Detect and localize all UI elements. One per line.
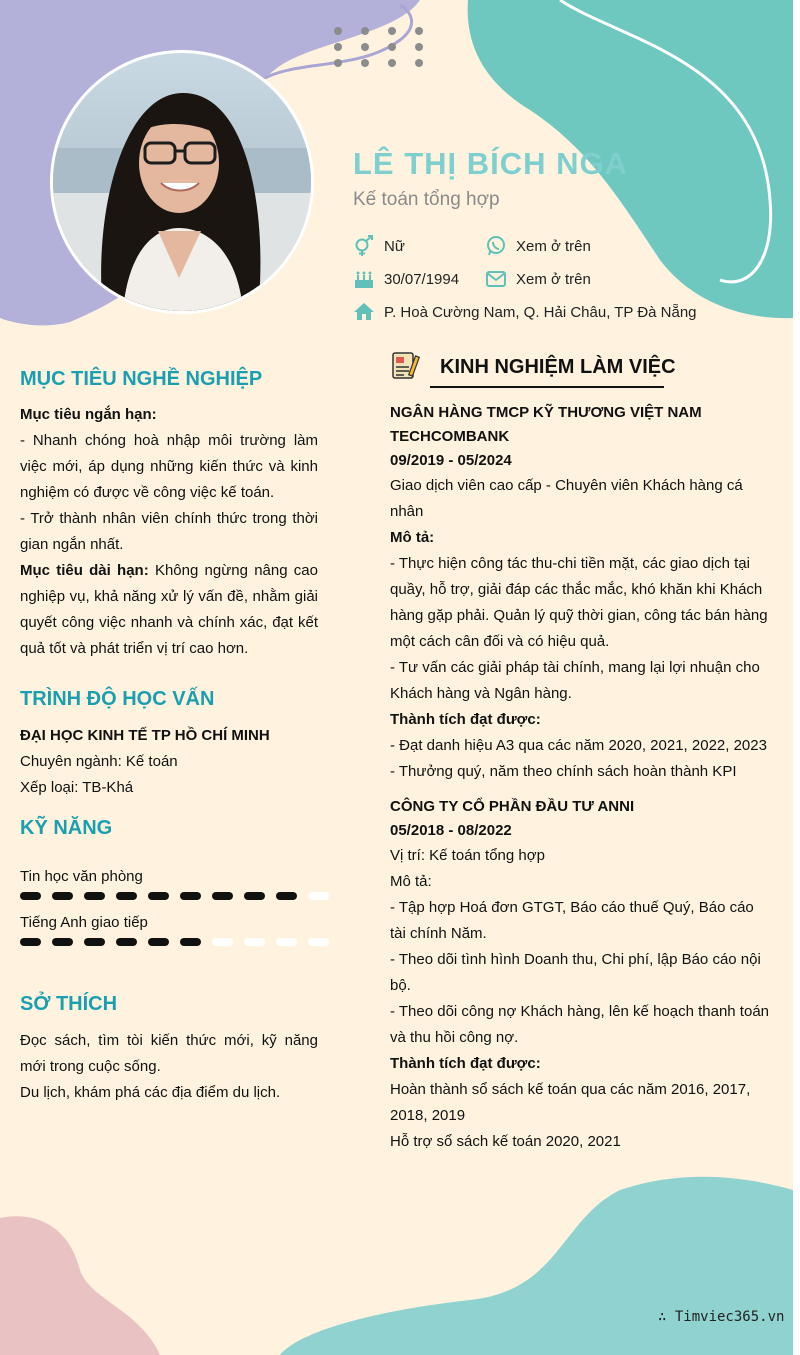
hobbies-body (20, 1028, 318, 1106)
gender-value: Nữ (384, 237, 405, 255)
job-1-achieve-2: - Thưởng quý, năm theo chính sách hoàn thành KPI (390, 763, 737, 780)
job-2 (390, 795, 770, 1155)
job-2-desc-2: - Theo dõi tình hình Doanh thu, Chi phí, lập Báo cáo nội bộ. (390, 951, 761, 994)
job-1-desc-1: - Thực hiện công tác thu-chi tiền mặt, các giao dịch tại quầy, hỗ trợ, giải đáp các thắc mắc, khó khăn khi Khách hàng gặp phải. Quản lý quỹ thời gian, công tác bán hàng một cách cân đối và có hiệu quả. (390, 555, 768, 650)
job-1-desc-label: Mô tả: (390, 529, 435, 546)
skill-level-dash (116, 938, 137, 946)
experience-heading-underline (430, 386, 664, 388)
skill-level-dash (212, 938, 233, 946)
pink-blob-bottom-left (0, 1216, 160, 1355)
hobby-2: Du lịch, khám phá các địa điểm du lịch. (20, 1084, 281, 1101)
skill-level-dash (20, 938, 41, 946)
candidate-name: LÊ THỊ BÍCH NGA (353, 146, 629, 181)
email-value: Xem ở trên (516, 270, 591, 288)
info-birthday (353, 268, 459, 290)
hobby-1: Đọc sách, tìm tòi kiến thức mới, kỹ năng mới trong cuộc sống. (20, 1032, 318, 1075)
major: Chuyên ngành: Kế toán (20, 753, 178, 770)
job-2-desc-1: - Tập hợp Hoá đơn GTGT, Báo cáo thuế Quý, Báo cáo tài chính Năm. (390, 899, 754, 942)
info-email (485, 268, 591, 290)
skills-heading: KỸ NĂNG (20, 817, 113, 839)
experience-heading: KINH NGHIỆM LÀM VIỆC (440, 356, 676, 378)
job-2-desc-label: Mô tả: (390, 873, 432, 890)
info-gender (353, 235, 405, 257)
skill-level-dash (244, 938, 265, 946)
long-term-goal (20, 558, 318, 662)
skill-level-dash (276, 938, 297, 946)
skill-level-dash (116, 892, 137, 900)
short-term-label: Mục tiêu ngắn hạn: (20, 406, 157, 423)
info-address (353, 301, 697, 323)
birthday-cake-icon (353, 268, 375, 290)
school-name: ĐẠI HỌC KINH TẾ TP HỒ CHÍ MINH (20, 727, 270, 744)
skill-level-dash (244, 892, 265, 900)
skill-label-english: Tiếng Anh giao tiếp (20, 914, 148, 931)
skill-label-office: Tin học văn phòng (20, 868, 143, 885)
job-1-achieve-label: Thành tích đạt được: (390, 711, 541, 728)
whatsapp-icon (485, 235, 507, 257)
phone-value: Xem ở trên (516, 237, 591, 255)
skill-level-dash (52, 938, 73, 946)
avatar-illustration (53, 53, 311, 311)
job-title: Kế toán tổng hợp (353, 189, 500, 210)
watermark: ∴ Timviec365.vn (658, 1309, 785, 1325)
career-goal-body (20, 402, 318, 662)
job-1-position: Giao dịch viên cao cấp - Chuyên viên Khách hàng cá nhân (390, 477, 743, 520)
skill-level-dash (20, 892, 41, 900)
skill-level-dash (84, 938, 105, 946)
hobbies-heading: SỞ THÍCH (20, 993, 118, 1015)
job-2-position: Vị trí: Kế toán tổng hợp (390, 847, 545, 864)
grade: Xếp loại: TB-Khá (20, 779, 134, 796)
skill-level-dash (212, 892, 233, 900)
skill-bar-office (20, 892, 329, 900)
job-2-achieve-2: Hỗ trợ sổ sách kế toán 2020, 2021 (390, 1133, 621, 1150)
work-report-icon (390, 350, 422, 387)
skill-level-dash (276, 892, 297, 900)
job-2-company: CÔNG TY CỔ PHẦN ĐẦU TƯ ANNI (390, 798, 635, 815)
short-term-goal-2: - Trở thành nhân viên chính thức trong thời gian ngắn nhất. (20, 510, 318, 553)
skill-level-dash (148, 892, 169, 900)
career-goal-heading: MỤC TIÊU NGHỀ NGHIỆP (20, 368, 263, 390)
info-phone (485, 235, 591, 257)
gender-icon (353, 235, 375, 257)
skill-level-dash (308, 892, 329, 900)
job-1-period: 09/2019 - 05/2024 (390, 452, 512, 469)
skill-level-dash (180, 938, 201, 946)
job-1-desc-2: - Tư vấn các giải pháp tài chính, mang lại lợi nhuận cho Khách hàng và Ngân hàng. (390, 659, 760, 702)
avatar (53, 53, 311, 311)
job-1-achieve-1: - Đạt danh hiệu A3 qua các năm 2020, 2021, 2022, 2023 (390, 737, 767, 754)
skill-level-dash (180, 892, 201, 900)
job-2-period: 05/2018 - 08/2022 (390, 822, 512, 839)
skill-level-dash (84, 892, 105, 900)
education-body (20, 723, 320, 801)
job-1-company: NGÂN HÀNG TMCP KỸ THƯƠNG VIỆT NAM (390, 404, 702, 421)
skill-level-dash (148, 938, 169, 946)
job-2-achieve-label: Thành tích đạt được: (390, 1055, 541, 1072)
education-heading: TRÌNH ĐỘ HỌC VẤN (20, 688, 215, 710)
home-icon (353, 301, 375, 323)
teal-blob-bottom-right (280, 1177, 793, 1355)
long-term-text: Không ngừng nâng cao nghiệp vụ, khả năng xử lý vấn đề, nhằm giải quyết công việc nhanh và chính xác, đạt kết quả tốt và phát triển vị trí cao hơn. (20, 562, 318, 657)
birthday-value: 30/07/1994 (384, 270, 460, 288)
skill-bar-english (20, 938, 329, 946)
address-value: P. Hoà Cường Nam, Q. Hải Châu, TP Đà Nẵng (384, 303, 697, 321)
skill-level-dash (308, 938, 329, 946)
long-term-label: Mục tiêu dài hạn: (20, 562, 149, 579)
job-1 (390, 401, 770, 785)
skill-level-dash (52, 892, 73, 900)
envelope-icon (485, 268, 507, 290)
job-2-desc-3: - Theo dõi công nợ Khách hàng, lên kế hoạch thanh toán và thu hồi công nợ. (390, 1003, 770, 1046)
short-term-goal-1: - Nhanh chóng hoà nhập môi trường làm việc mới, áp dụng những kiến thức và kinh nghiệm có được về công việc kế toán. (20, 432, 318, 501)
job-2-achieve-1: Hoàn thành sổ sách kế toán qua các năm 2016, 2017, 2018, 2019 (390, 1081, 751, 1124)
job-1-company-short: TECHCOMBANK (390, 428, 510, 445)
